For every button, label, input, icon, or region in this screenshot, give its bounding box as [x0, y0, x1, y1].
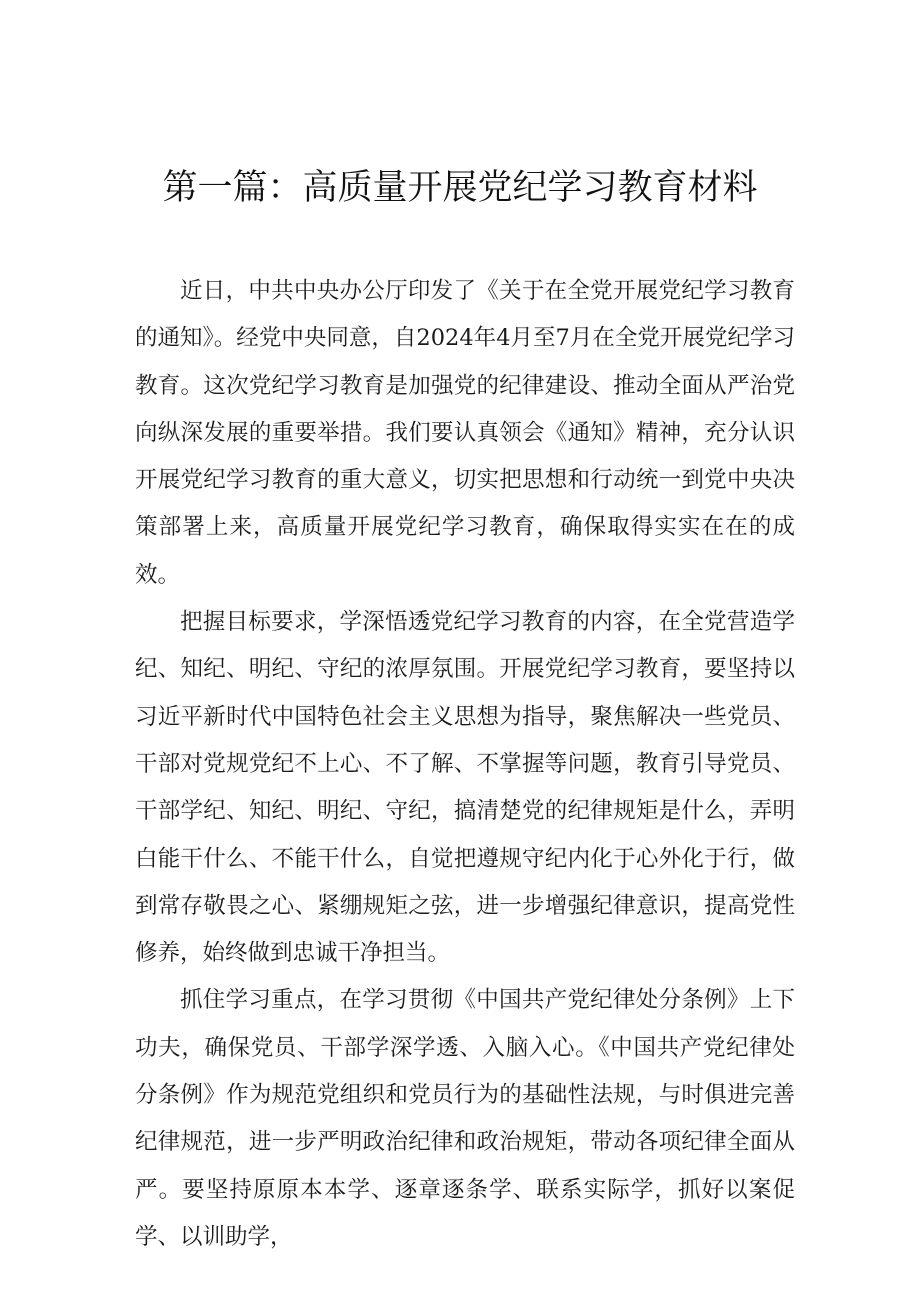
paragraph-3: 抓住学习重点，在学习贯彻《中国共产党纪律处分条例》上下功夫，确保党员、干部学深学透、入脑入心。《中国共产党纪律处分条例》作为规范党组织和党员行为的基础性法规，与时俱进完善纪律规范，进一步严明政治纪律和政治规矩，带动各项纪律全面从严。要坚持原原本本学、逐章逐条学、联系实际学，抓好以案促学、以训助学，: [135, 987, 795, 1250]
document-body: [135, 268, 795, 1261]
paragraph-2: 把握目标要求，学深悟透党纪学习教育的内容，在全党营造学纪、知纪、明纪、守纪的浓厚氛围。开展党纪学习教育，要坚持以习近平新时代中国特色社会主义思想为指导，聚焦解决一些党员、干部对党规党纪不上心、不了解、不掌握等问题，教育引导党员、干部学纪、知纪、明纪、守纪，搞清楚党的纪律规矩是什么，弄明白能干什么、不能干什么，自觉把遵规守纪内化于心外化于行，做到常存敬畏之心、紧绷规矩之弦，进一步增强纪律意识，提高党性修养，始终做到忠诚干净担当。: [135, 609, 795, 967]
document-title: 第一篇：高质量开展党纪学习教育材料: [162, 168, 758, 208]
paragraph-1: 近日，中共中央办公厅印发了《关于在全党开展党纪学习教育的通知》。经党中央同意，自2024年4月至7月在全党开展党纪学习教育。这次党纪学习教育是加强党的纪律建设、推动全面从严治党向纵深发展的重要举措。我们要认真领会《通知》精神，充分认识开展党纪学习教育的重大意义，切实把思想和行动统一到党中央决策部署上来，高质量开展党纪学习教育，确保取得实实在在的成效。: [135, 278, 795, 588]
